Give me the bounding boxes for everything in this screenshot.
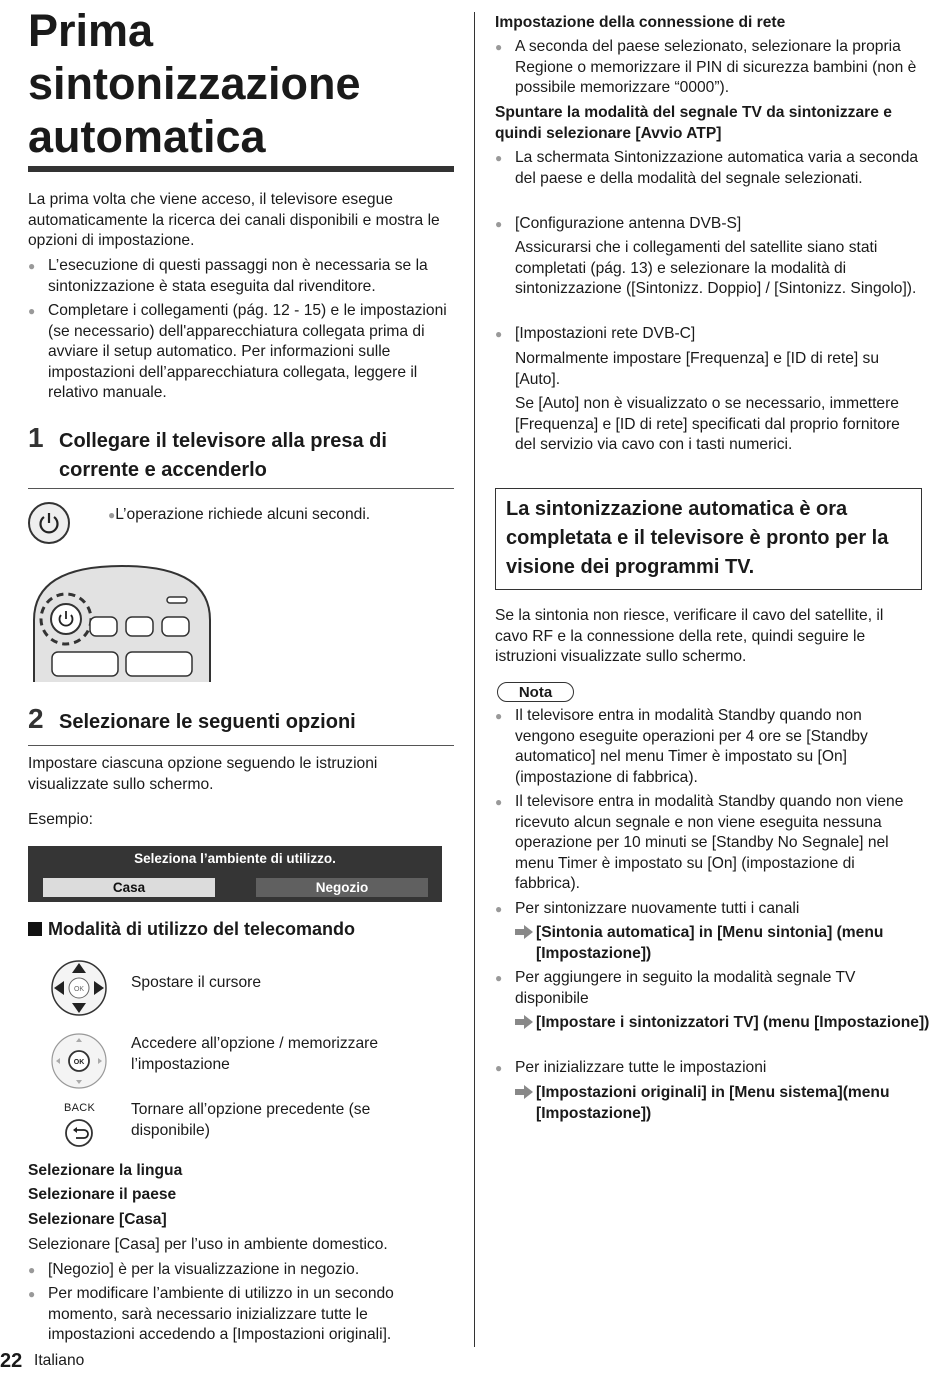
- step-number: 1: [28, 422, 44, 453]
- option-negozio[interactable]: Negozio: [256, 878, 428, 897]
- column-divider: [474, 12, 475, 1347]
- title-line-3: automatica: [28, 111, 266, 162]
- step-title-line: Collegare il televisore alla presa di: [59, 430, 387, 452]
- title-line-1: Prima: [28, 5, 154, 56]
- select-step: Selezionare [Casa]: [28, 1211, 167, 1228]
- intro-bullet: ● Completare i collegamenti (pág. 12 - 15) e le impostazioni (se necessario) dell'apparecchiatura collegata prima di avviare il setup automatico. Per informazioni sulle impostazioni dell’apparecchiatura collegata, leggere il relativo manuale.: [28, 301, 454, 404]
- remote-label: Tornare all’opzione precedente (se disponibile): [131, 1101, 371, 1139]
- dvbs-label: ● [Configurazione antenna DVB-S]: [495, 214, 923, 235]
- intro-text: La prima volta che viene acceso, il televisore esegue automaticamente la ricerca dei canali disponibili e mostra le opzioni di impostazione.: [28, 191, 440, 250]
- page-title: [28, 4, 361, 163]
- casa-bullet: ● Per modificare l’ambiente di utilizzo in un secondo momento, sarà necessario inizializzare tutte le impostazioni accedendo a [Impostazioni originali].: [28, 1284, 454, 1346]
- note-bullet: ● Il televisore entra in modalità Standby quando non viene ricevuto alcun segnale e non viene eseguita nessuna operazione per 10 minuti se [Standby No Segnale] nel menu Timer è impostato su [On] (impostazione di fabbrica).: [495, 792, 923, 895]
- note-label: Nota: [497, 682, 574, 702]
- network-heading: Impostazione della connessione di rete: [495, 14, 786, 31]
- svg-text:OK: OK: [73, 986, 85, 993]
- step-number: 2: [28, 703, 44, 734]
- step-title: Selezionare le seguenti opzioni: [59, 711, 356, 733]
- example-label: Esempio:: [28, 811, 94, 828]
- arrow-icon: [515, 1015, 533, 1029]
- note-bullet: ● Per sintonizzare nuovamente tutti i canali: [495, 899, 923, 920]
- tv-signal-bullet: ● La schermata Sintonizzazione automatica varia a seconda del paese e della modalità del segnale selezionati.: [495, 148, 923, 189]
- page-language: Italiano: [34, 1352, 85, 1369]
- intro-bullet: ● L’esecuzione di questi passaggi non è necessaria se la sintonizzazione è stata eseguita dal rivenditore.: [28, 256, 454, 297]
- page-number: 22: [0, 1350, 23, 1372]
- option-casa[interactable]: Casa: [43, 878, 215, 897]
- remote-usage-heading: Modalità di utilizzo del telecomando: [28, 919, 355, 940]
- failure-text: Se la sintonia non riesce, verificare il cavo del satellite, il cavo RF e la connessione della rete, quindi seguire le istruzioni visualizzate sullo schermo.: [495, 607, 884, 666]
- step-title-line: corrente e accenderlo: [59, 459, 267, 481]
- step-2-header: [28, 703, 454, 746]
- arrow-icon: [515, 1085, 533, 1099]
- title-rule: [28, 166, 454, 172]
- square-bullet-icon: [28, 922, 42, 936]
- dialog-title: Seleziona l’ambiente di utilizzo.: [134, 851, 336, 866]
- note-bullet: ● Per aggiungere in seguito la modalità segnale TV disponibile: [495, 968, 923, 1009]
- step-1-header: [28, 422, 454, 489]
- title-line-2: sintonizzazione: [28, 58, 361, 109]
- note-bullet: ● Il televisore entra in modalità Standby quando non vengono eseguite operazioni per 4 ore se [Standby automatico] nel menu Timer è impostato su [On] (impostazione di fabbrica).: [495, 706, 923, 788]
- back-label: BACK: [64, 1102, 96, 1114]
- power-button-icon: [28, 502, 70, 544]
- select-step: Selezionare il paese: [28, 1186, 177, 1203]
- step-2-text: Impostare ciascuna opzione seguendo le istruzioni visualizzate sullo schermo.: [28, 755, 378, 793]
- note-bullet: ● Per inizializzare tutte le impostazioni: [495, 1058, 923, 1079]
- network-bullet: ● A seconda del paese selezionato, selezionare la propria Regione o memorizzare il PIN di sicurezza bambini (non è possibile memorizzare “0000”).: [495, 37, 923, 99]
- casa-bullet: ● [Negozio] è per la visualizzazione in negozio.: [28, 1260, 454, 1281]
- dpad-icon: [50, 959, 108, 1017]
- environment-selection-dialog: [28, 846, 442, 902]
- completion-message: La sintonizzazione automatica è ora completata e il televisore è pronto per la visione dei programmi TV.: [495, 488, 922, 590]
- svg-text:OK: OK: [73, 1059, 85, 1066]
- menu-reference: [Sintonia automatica] in [Menu sintonia] (menu [Impostazione]): [515, 923, 936, 964]
- select-step: Selezionare la lingua: [28, 1162, 183, 1179]
- menu-reference: [Impostare i sintonizzatori TV] (menu [Impostazione]): [515, 1013, 936, 1034]
- dvbc-text: Normalmente impostare [Frequenza] e [ID di rete] su [Auto].: [515, 350, 880, 388]
- back-button-icon: [64, 1118, 94, 1148]
- arrow-icon: [515, 925, 533, 939]
- dvbc-label: ● [Impostazioni rete DVB-C]: [495, 324, 923, 345]
- ok-button-icon: [50, 1032, 108, 1090]
- dvbs-text: Assicurarsi che i collegamenti del satellite siano stati completati (pág. 13) e selezionare la modalità di sintonizzazione ([Sintonizz. Doppio] / [Sintonizz. Singolo]).: [515, 239, 917, 298]
- tv-signal-heading: Spuntare la modalità del segnale TV da sintonizzare e quindi selezionare [Avvio ATP]: [495, 104, 892, 142]
- menu-reference: [Impostazioni originali] in [Menu sistema](menu [Impostazione]): [515, 1083, 936, 1124]
- dvbc-text: Se [Auto] non è visualizzato o se necessario, immettere [Frequenza] e [ID di rete] specificati dal proprio fornitore del servizio via cavo con i tasti numerici.: [515, 395, 900, 454]
- remote-control-icon: [33, 565, 211, 682]
- casa-text: Selezionare [Casa] per l’uso in ambiente domestico.: [28, 1236, 388, 1253]
- remote-label: Accedere all’opzione / memorizzare l’impostazione: [131, 1035, 379, 1073]
- step-1-note: ●L’operazione richiede alcuni secondi.: [108, 506, 371, 523]
- remote-label: Spostare il cursore: [131, 974, 262, 991]
- step-title: [59, 427, 387, 485]
